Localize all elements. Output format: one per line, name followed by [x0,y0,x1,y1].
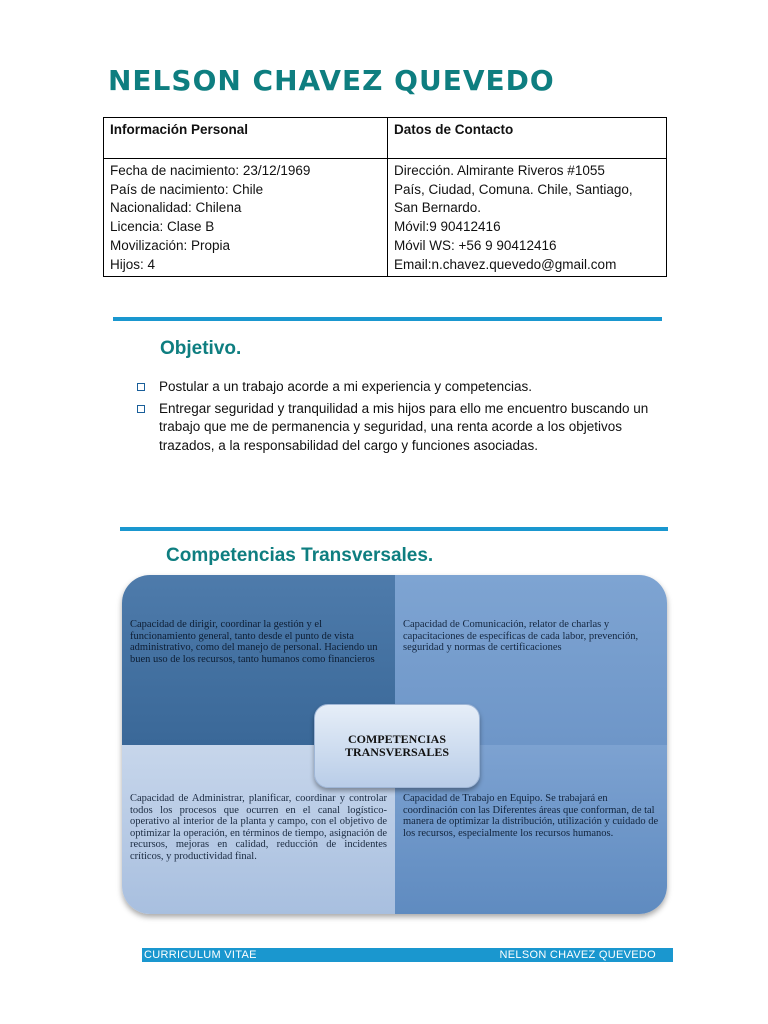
mobility: Movilización: Propia [110,237,231,253]
objetivo-title: Objetivo. [160,338,242,359]
children: Hijos: 4 [110,256,156,272]
objetivo-list [133,378,673,458]
objetivo-text: Postular a un trabajo acorde a mi experiencia y competencias. [159,379,532,394]
nationality: Nacionalidad: Chilena [110,200,242,216]
contact-info-cell [388,159,667,277]
location: País, Ciudad, Comuna. Chile, Santiago, San Bernardo. [394,181,633,216]
birth-country: País de nacimiento: Chile [110,181,264,197]
competencias-center-label: COMPETENCIAS TRANSVERSALES [314,704,480,788]
competencia-administracion: Capacidad de Administrar, planificar, coordinar y controlar todos los procesos que ocurren en el canal logístico-operativo al interior de la planta y campo, con el objetivo de optimizar la operación, en términos de tiempo, asignación de recursos, mejoras en calidad, reducción de incidentes críticos, y productividad final. [122,745,395,914]
square-bullet-icon [137,405,145,413]
footer-right-text: NELSON CHAVEZ QUEVEDO [499,949,656,961]
objetivo-text: Entregar seguridad y tranquilidad a mis hijos para ello me encuentro buscando un trabajo que me de permanencia y seguridad, una renta acorde a los objetivos trazados, a la responsabilidad del cargo y funciones asociadas. [159,400,649,453]
license: Licencia: Clase B [110,219,215,235]
footer-bar [142,948,673,962]
email[interactable]: Email:n.chavez.quevedo@gmail.com [394,256,617,272]
personal-info-cell [104,159,388,277]
competencia-direccion: Capacidad de dirigir, coordinar la gestión y el funcionamiento general, tanto desde el punto de vista administrativo, como del manejo de personal. Haciendo un buen uso de los recursos, tanto humanos como financieros [122,575,395,745]
mobile-whatsapp: Móvil WS: +56 9 90412416 [394,237,557,253]
info-table [103,117,667,277]
competencia-trabajo-equipo: Capacidad de Trabajo en Equipo. Se trabajará en coordinación con las Diferentes áreas que conforman, de tal manera de optimizar la distribución, utilización y cuidado de los recursos, especialmente los recursos humanos. [395,745,667,914]
square-bullet-icon [137,383,145,391]
section-divider-competencias [120,527,668,531]
competencias-title: Competencias Transversales. [166,545,434,566]
candidate-name: NELSON CHAVEZ QUEVEDO [108,64,555,97]
address: Dirección. Almirante Riveros #1055 [394,163,605,178]
footer-left-text: CURRICULUM VITAE [144,949,257,961]
list-item [133,378,673,397]
personal-info-header: Información Personal [104,118,388,159]
mobile: Móvil:9 90412416 [394,219,501,235]
competencia-comunicacion: Capacidad de Comunicación, relator de charlas y capacitaciones de específicas de cada labor, prevención, seguridad y normas de certificaciones [395,575,667,745]
contact-info-header: Datos de Contacto [388,118,667,159]
birth-date: Fecha de nacimiento: 23/12/1969 [110,163,311,178]
section-divider-objetivo [113,317,662,321]
list-item [133,400,673,456]
